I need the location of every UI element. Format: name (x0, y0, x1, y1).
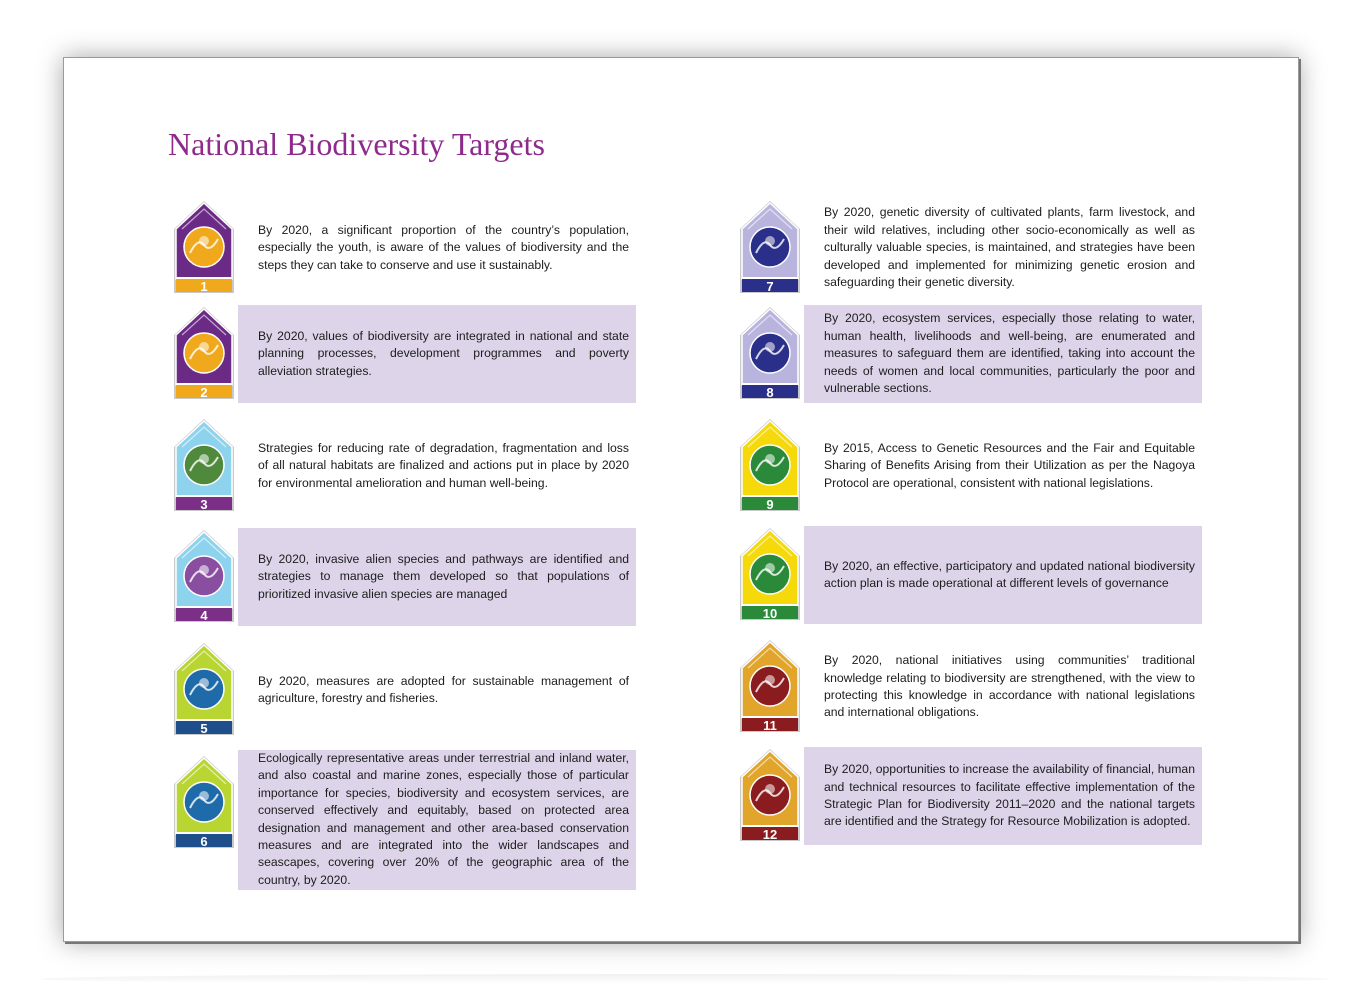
target-text: By 2020, genetic diversity of cultivated plants, farm livestock, and their wild relatives, including other socio-economically as well as culturally valuable species, is maintained, and strategies have been developed and implemented for minimizing genetic erosion and safeguarding their genetic diversity. (824, 205, 1195, 290)
genetic-resources-icon (738, 417, 802, 513)
protected-area-icon (172, 754, 236, 850)
forest-habitat-icon (172, 417, 236, 513)
target-item-2 (172, 305, 672, 403)
target-item-12 (738, 747, 1238, 845)
target-number-label: 9 (766, 497, 774, 512)
target-item-4 (172, 528, 672, 626)
target-number-label: 3 (200, 497, 208, 512)
target-text: By 2020, ecosystem services, especially those relating to water, human health, livelihoods and well-being, are enumerated and measures to safeguard them are identified, taking into account the needs of women and local communities, particularly the poor and vulnerable sections. (824, 311, 1195, 396)
page-floor-shadow (40, 974, 1330, 984)
target-text-box (238, 417, 636, 515)
target-text-box (804, 526, 1202, 624)
target-text: Strategies for reducing rate of degradation, fragmentation and loss of all natural habitats are finalized and actions put in place by 2020 for environmental amelioration and human well-being. (258, 440, 629, 490)
target-text-box (238, 305, 636, 403)
target-item-7 (738, 199, 1238, 297)
target-text: By 2020, invasive alien species and pathways are identified and strategies to manage them developed so that populations of prioritized invasive alien species are managed (258, 551, 629, 601)
target-text-box (804, 305, 1202, 403)
target-text-box (238, 750, 636, 890)
target-item-10 (738, 526, 1238, 624)
farm-fishery-icon (172, 641, 236, 737)
target-text: By 2020, national initiatives using communities’ traditional knowledge relating to biodiversity are strengthened, with the view to protecting this knowledge in accordance with national legislations and international obligations. (824, 653, 1195, 720)
target-item-3 (172, 417, 672, 515)
target-number-label: 6 (200, 834, 208, 849)
target-item-6 (172, 751, 672, 887)
document-page (63, 57, 1299, 942)
invasive-species-icon (172, 528, 236, 624)
target-text-box (238, 528, 636, 626)
target-text-box (238, 641, 636, 739)
target-text: By 2020, an effective, participatory and updated national biodiversity action plan is made operational at different levels of governance (824, 558, 1195, 590)
target-number-label: 5 (200, 721, 208, 736)
resource-mobilization-icon (738, 747, 802, 843)
target-number-label: 1 (200, 279, 208, 294)
target-number-label: 7 (766, 279, 774, 294)
target-text: By 2020, measures are adopted for sustainable management of agriculture, forestry and fisheries. (258, 673, 629, 705)
target-number-label: 12 (762, 827, 778, 842)
target-number-label: 11 (763, 718, 777, 733)
target-number-label: 2 (200, 385, 208, 400)
target-text-box (804, 199, 1202, 297)
target-text: Ecologically representative areas under terrestrial and inland water, and also coastal and marine zones, especially those of particular importance for species, biodiversity and ecosystem services, are conserved effectively and equitably, based on protected area designation and management and other area-based conservation measures and are integrated into the wider landscapes and seascapes, covering over 20% of the geographic area of the country, by 2020. (258, 751, 629, 887)
target-text: By 2015, Access to Genetic Resources and the Fair and Equitable Sharing of Benefits Arising from their Utilization as per the Nagoya Protocol are operational, consistent with national legislations. (824, 440, 1195, 490)
target-text: By 2020, values of biodiversity are integrated in national and state planning processes, development programmes and poverty alleviation strategies. (258, 328, 629, 378)
ecosystem-services-icon (738, 305, 802, 401)
target-number-label: 10 (762, 606, 778, 621)
target-item-1 (172, 199, 672, 297)
target-text-box (804, 417, 1202, 515)
target-text-box (238, 199, 636, 297)
target-text: By 2020, opportunities to increase the availability of financial, human and technical resources to facilitate effective implementation of the Strategic Plan for Biodiversity 2011–2020 and the national targets are identified and the Strategy for Resource Mobilization is adopted. (824, 762, 1195, 829)
youth-globe-icon (172, 199, 236, 295)
genetic-plant-icon (738, 199, 802, 295)
target-item-11 (738, 638, 1238, 736)
target-text-box (804, 747, 1202, 845)
target-number-label: 4 (200, 608, 208, 623)
traditional-knowledge-icon (738, 638, 802, 734)
target-item-5 (172, 641, 672, 739)
target-text-box (804, 638, 1202, 736)
action-plan-icon (738, 526, 802, 622)
tree-planning-icon (172, 305, 236, 401)
target-text: By 2020, a significant proportion of the country’s population, especially the youth, is aware of the values of biodiversity and the steps they can take to conserve and use it sustainably. (258, 222, 629, 272)
page-title: National Biodiversity Targets (168, 126, 545, 162)
target-item-8 (738, 305, 1238, 403)
target-number-label: 8 (766, 385, 774, 400)
target-item-9 (738, 417, 1238, 515)
